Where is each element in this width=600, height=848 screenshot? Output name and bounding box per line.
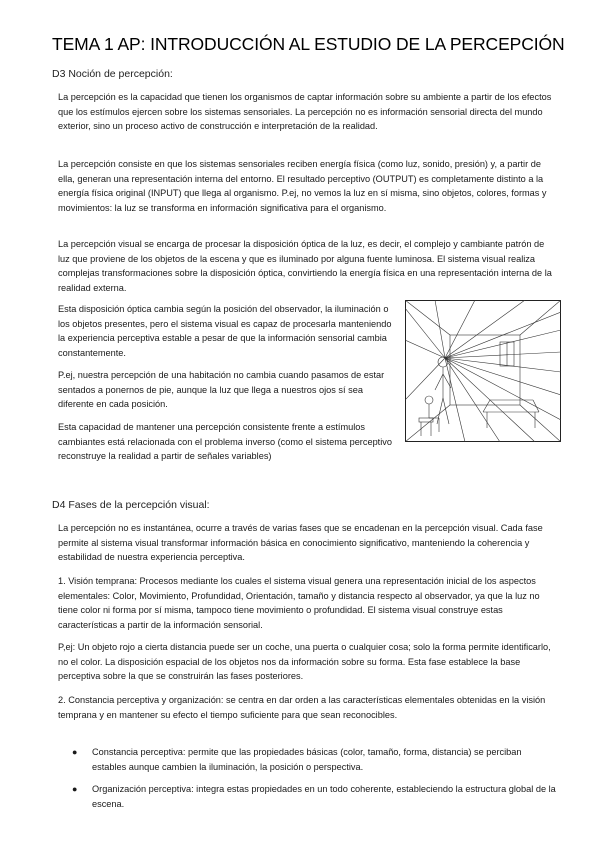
paragraph: 1. Visión temprana: Procesos mediante los cuales el sistema visual genera una representación inicial de los aspectos elementales: Color, Movimiento, Profundidad, Orientación, tamaño y distancia respecto al observador, ya que la luz no tiene color ni forma por sí misma, tampoco tiene movimiento o profundidad. El sistema visual construye estas características a partir de la información sensorial. bbox=[58, 576, 540, 630]
section-heading-d4: D4 Fases de la percepción visual: bbox=[52, 499, 210, 511]
paragraph: Esta capacidad de mantener una percepción consistente frente a estímulos cambiantes está relacionada con el problema inverso (como el sistema perceptivo reconstruye la realidad a partir de señales variables) bbox=[58, 422, 392, 462]
bullet-icon: ● bbox=[72, 747, 78, 757]
page-title: TEMA 1 AP: INTRODUCCIÓN AL ESTUDIO DE LA PERCEPCIÓN bbox=[52, 34, 565, 54]
paragraph: La percepción no es instantánea, ocurre a través de varias fases que se encadenan en la percepción visual. Cada fase permite al sistema visual transformar información básica en conocimiento significativo, manteniendo la coherencia y estabilidad de nuestra experiencia perceptiva. bbox=[58, 523, 543, 563]
bullet-icon: ● bbox=[72, 784, 78, 795]
list-item bbox=[58, 745, 558, 774]
list-item bbox=[58, 782, 558, 811]
list-item-text: Constancia perceptiva: permite que las propiedades básicas (color, tamaño, forma, distancia) se perciban estables aunque cambien la iluminación, la posición o perspectiva. bbox=[92, 747, 522, 772]
paragraph: Esta disposición óptica cambia según la posición del observador, la iluminación o los objetos presentes, pero el sistema visual es capaz de procesarla manteniendo la experiencia perceptiva estable a pesar de que la información sensorial cambia constantemente. bbox=[58, 304, 392, 358]
paragraph: 2. Constancia perceptiva y organización: se centra en dar orden a las características elementales obtenidas en la visión temprana y en mantener su efecto el tiempo suficiente para que sean reconocibles. bbox=[58, 695, 546, 720]
section-heading-d3: D3 Noción de percepción: bbox=[52, 68, 173, 80]
paragraph: P.ej, nuestra percepción de una habitación no cambia cuando pasamos de estar sentados a ponernos de pie, aunque la luz que llega a nuestros ojos sí sea diferente en cada posición. bbox=[58, 370, 385, 410]
optic-array-illustration bbox=[405, 300, 561, 442]
list-item-text: Organización perceptiva: integra estas propiedades en un todo coherente, estableciendo la estructura global de la escena. bbox=[92, 784, 556, 809]
paragraph: P,ej: Un objeto rojo a cierta distancia puede ser un coche, una puerta o cualquier cosa; solo la forma permite identificarlo, no el color. La disposición espacial de los objetos nos da información sobre su forma. Esta fase establece la base perceptiva sobre la que se construirán las fases posteriores. bbox=[58, 642, 551, 682]
bullet-list bbox=[58, 745, 558, 811]
paragraph: La percepción visual se encarga de procesar la disposición óptica de la luz, es decir, el complejo y cambiante patrón de luz que proviene de los objetos de la escena y que es iluminado por alguna fuente luminosa. El sistema visual realiza complejas transformaciones sobre la disposición óptica, convirtiendo la energía física en una representación interna de la realidad externa. bbox=[58, 239, 552, 293]
paragraph: La percepción es la capacidad que tienen los organismos de captar información sobre su ambiente a partir de los efectos que los estímulos ejercen sobre los sistemas sensoriales. La percepción no es información sensorial directa del mundo exterior, sino un proceso activo de construcción e interpretación de la realidad. bbox=[58, 92, 552, 132]
paragraph: La percepción consiste en que los sistemas sensoriales reciben energía física (como luz, sonido, presión) y, a partir de ella, generan una representación interna del entorno. El resultado perceptivo (OUTPUT) es completamente distinto a la energía física original (INPUT) que llega al organismo. P.ej, no vemos la luz en sí misma, sino objetos, colores, formas y movimientos: la luz se transforma en información significativa para el organismo. bbox=[58, 159, 547, 213]
